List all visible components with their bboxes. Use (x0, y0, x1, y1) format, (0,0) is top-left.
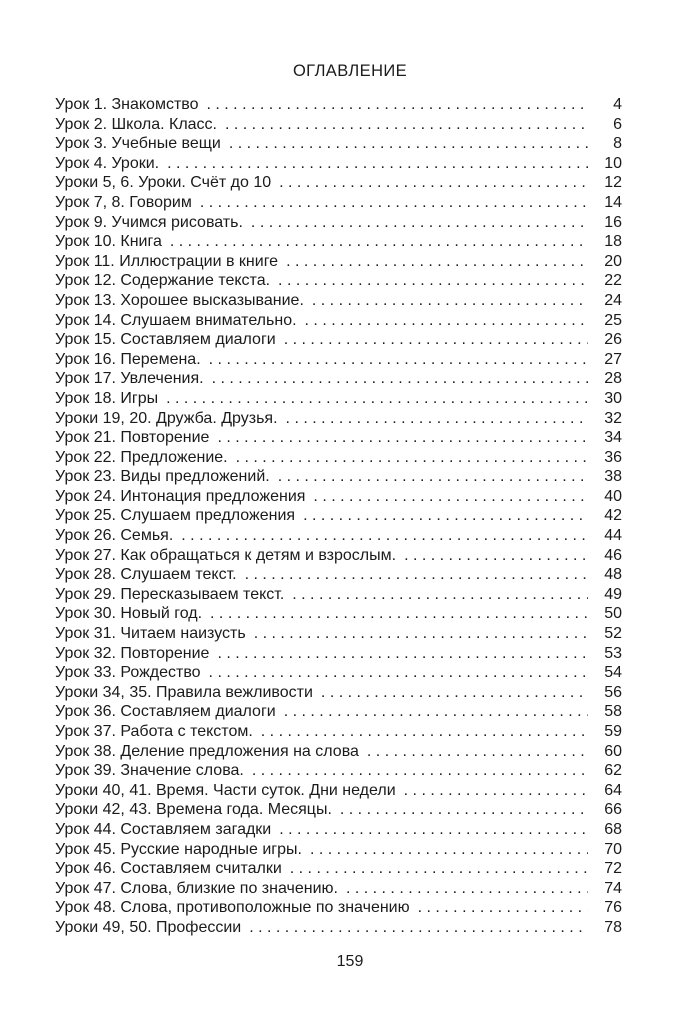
toc-entry-label: Уроки 5, 6. Уроки. Счёт до 10 (55, 174, 272, 192)
toc-entry-label: Урок 2. Школа. Класс. (55, 115, 217, 133)
dot-leader (292, 585, 588, 605)
toc-entry-page: 30 (604, 389, 622, 407)
toc-entry-page: 28 (604, 370, 622, 388)
toc-entry-page: 76 (604, 899, 622, 917)
toc-entry (55, 291, 622, 311)
dot-leader (225, 115, 588, 135)
toc-entry-page: 50 (604, 605, 622, 623)
dot-leader (261, 722, 588, 742)
dot-leader (278, 467, 588, 487)
toc-entry-page: 58 (604, 703, 622, 721)
dot-leader (340, 800, 588, 820)
toc-entry-page: 24 (604, 291, 622, 309)
toc-entry-page: 56 (604, 683, 622, 701)
dot-leader (210, 604, 588, 624)
toc-entry-page: 25 (604, 311, 622, 329)
toc-entry (55, 173, 622, 193)
toc-entry (55, 546, 622, 566)
dot-leader (404, 781, 588, 801)
dot-leader (252, 761, 588, 781)
toc-entry (55, 644, 622, 664)
toc-entry (55, 624, 622, 644)
toc-entry-page: 60 (604, 742, 622, 760)
toc-entry (55, 604, 622, 624)
dot-leader (278, 271, 588, 291)
toc-entry-page: 40 (604, 487, 622, 505)
toc-entry (55, 683, 622, 703)
dot-leader (207, 95, 589, 115)
toc-entry-label: Урок 31. Читаем наизусть (55, 625, 246, 643)
toc-entry-label: Уроки 19, 20. Дружба. Друзья. (55, 409, 278, 427)
page-title: ОГЛАВЛЕНИЕ (292, 62, 408, 80)
toc-entry (55, 311, 622, 331)
dot-leader (209, 350, 588, 370)
toc-entry (55, 389, 622, 409)
dot-leader (245, 565, 588, 585)
toc-entry-label: Урок 1. Знакомство (55, 96, 199, 113)
toc-entry-page: 42 (604, 507, 622, 525)
toc-entry-page: 12 (604, 174, 622, 192)
dot-leader (367, 742, 588, 762)
dot-leader (251, 213, 588, 233)
toc-entry (55, 271, 622, 291)
toc-entry-page: 46 (604, 546, 622, 564)
toc-entry-page: 18 (604, 233, 622, 251)
toc-entry (55, 840, 622, 860)
dot-leader (290, 859, 588, 879)
dot-leader (313, 487, 588, 507)
dot-leader (170, 232, 588, 252)
toc-entry-page: 68 (604, 820, 622, 838)
toc-entry-page: 62 (604, 762, 622, 780)
dot-leader (346, 879, 588, 899)
toc-entry-page: 72 (604, 860, 622, 878)
toc-entry (55, 663, 622, 683)
toc-entry-page: 38 (604, 468, 622, 486)
toc-entry (55, 330, 622, 350)
toc-entry-page: 78 (604, 918, 622, 936)
toc-entry-label: Урок 9. Учимся рисовать. (55, 213, 243, 231)
toc-entry-page: 59 (604, 723, 622, 740)
toc-entry (55, 702, 622, 722)
toc-entry (55, 487, 622, 507)
dot-leader (284, 702, 588, 722)
toc-entry (55, 428, 622, 448)
toc-entry-label: Урок 36. Составляем диалоги (55, 703, 276, 721)
dot-leader (279, 173, 588, 193)
toc-entry-page: 52 (604, 625, 622, 643)
toc-entry-label: Уроки 34, 35. Правила вежливости (55, 683, 313, 701)
page-number: 159 (336, 952, 364, 970)
toc-entry-page: 44 (604, 527, 622, 545)
dot-leader (404, 546, 588, 566)
toc-entry (55, 761, 622, 781)
toc-entry (55, 448, 622, 468)
toc-entry-label: Уроки 42, 43. Времена года. Месяцы. (55, 801, 332, 819)
dot-leader (181, 526, 588, 546)
toc-entry-label: Урок 21. Повторение (55, 429, 210, 447)
toc-entry (55, 350, 622, 370)
toc-entry-label: Урок 17. Увлечения. (55, 370, 204, 388)
toc-entry (55, 134, 622, 154)
toc-entry (55, 879, 622, 899)
dot-leader (229, 134, 588, 154)
dot-leader (286, 252, 588, 272)
toc-entry-label: Урок 10. Книга (55, 233, 162, 251)
dot-leader (166, 389, 588, 409)
toc-entry-label: Урок 18. Игры (55, 389, 159, 407)
toc-entry-label: Урок 11. Иллюстрации в книге (55, 252, 279, 270)
toc-entry (55, 859, 622, 879)
dot-leader (312, 291, 588, 311)
toc-entry (55, 369, 622, 389)
toc-entry-page: 8 (613, 135, 622, 153)
toc-entry-label: Урок 23. Виды предложений. (55, 468, 270, 486)
toc-entry-label: Урок 37. Работа с текстом. (55, 723, 253, 740)
toc-entry-label: Урок 47. Слова, близкие по значению. (55, 879, 338, 897)
toc-entry-page: 16 (604, 213, 622, 231)
toc-entry (55, 252, 622, 272)
dot-leader (310, 840, 588, 860)
toc-entry-page: 10 (604, 154, 622, 172)
toc-entry-label: Урок 29. Пересказываем текст. (55, 585, 285, 603)
dot-leader (284, 330, 588, 350)
toc-entry-label: Урок 39. Значение слова. (55, 762, 244, 780)
toc-entry (55, 409, 622, 429)
toc-entry-page: 34 (604, 429, 622, 447)
toc-entry-page: 4 (613, 96, 622, 113)
toc-entry-page: 66 (604, 801, 622, 819)
toc-entry (55, 154, 622, 174)
toc-entry-label: Урок 24. Интонация предложения (55, 487, 306, 505)
toc-entry (55, 800, 622, 820)
toc-entry-page: 14 (604, 193, 622, 211)
dot-leader (303, 506, 588, 526)
dot-leader (321, 683, 588, 703)
toc-entry-page: 49 (604, 585, 622, 603)
toc-entry (55, 820, 622, 840)
dot-leader (167, 154, 588, 174)
toc-entry-label: Урок 44. Составляем загадки (55, 820, 272, 838)
dot-leader (286, 409, 588, 429)
toc-entry-page: 32 (604, 409, 622, 427)
toc-entry-label: Урок 48. Слова, противоположные по значению (55, 899, 410, 917)
toc-entry-label: Урок 22. Предложение. (55, 448, 228, 466)
toc-entry-page: 22 (604, 272, 622, 290)
toc-entry (55, 193, 622, 213)
toc-entry-label: Урок 38. Деление предложения на слова (55, 742, 359, 760)
toc-entry-page: 53 (604, 644, 622, 662)
toc-entry (55, 95, 622, 115)
toc-entry-label: Урок 16. Перемена. (55, 350, 201, 368)
toc-entry-label: Урок 3. Учебные вещи (55, 135, 221, 153)
toc-entry (55, 467, 622, 487)
toc-entry-page: 70 (604, 840, 622, 858)
dot-leader (254, 624, 588, 644)
toc-entry (55, 585, 622, 605)
toc-entry-label: Урок 33. Рождество (55, 664, 201, 682)
dot-leader (279, 820, 588, 840)
dot-leader (249, 918, 588, 938)
toc-entry (55, 918, 622, 938)
toc-entry-page: 26 (604, 331, 622, 349)
dot-leader (200, 193, 588, 213)
toc-entry (55, 213, 622, 233)
toc-entry-page: 27 (604, 350, 622, 368)
toc-entry-label: Урок 45. Русские народные игры. (55, 840, 302, 858)
toc-entry-label: Урок 27. Как обращаться к детям и взрослым. (55, 546, 397, 564)
toc-entry (55, 722, 622, 742)
toc-entry-label: Урок 4. Уроки. (55, 154, 160, 172)
toc-entry (55, 506, 622, 526)
toc-entry (55, 115, 622, 135)
dot-leader (418, 898, 588, 918)
toc-entry-page: 54 (604, 664, 622, 682)
dot-leader (217, 644, 588, 664)
toc-entry-label: Урок 28. Слушаем текст. (55, 566, 237, 584)
toc-entry-label: Урок 30. Новый год. (55, 605, 203, 623)
toc-entry-label: Урок 15. Составляем диалоги (55, 331, 276, 349)
toc-entry (55, 781, 622, 801)
toc-entry-label: Урок 46. Составляем считалки (55, 860, 282, 878)
toc-list (55, 95, 622, 938)
toc-entry-page: 20 (604, 252, 622, 270)
dot-leader (217, 428, 588, 448)
toc-entry-label: Урок 7, 8. Говорим (55, 193, 192, 211)
toc-entry-label: Урок 13. Хорошее высказывание. (55, 291, 304, 309)
toc-entry-page: 36 (604, 448, 622, 466)
toc-entry-page: 74 (604, 879, 622, 897)
toc-entry-label: Уроки 49, 50. Профессии (55, 918, 242, 936)
toc-entry-label: Урок 26. Семья. (55, 527, 174, 545)
toc-entry-label: Уроки 40, 41. Время. Части суток. Дни недели (55, 781, 396, 799)
toc-entry-label: Урок 32. Повторение (55, 644, 210, 662)
toc-entry (55, 742, 622, 762)
dot-leader (236, 448, 588, 468)
toc-entry (55, 898, 622, 918)
toc-entry-page: 6 (613, 115, 622, 133)
toc-entry-label: Урок 12. Содержание текста. (55, 272, 271, 290)
dot-leader (305, 311, 588, 331)
toc-entry (55, 232, 622, 252)
toc-entry-page: 48 (604, 566, 622, 584)
dot-leader (212, 369, 588, 389)
toc-entry-page: 64 (604, 781, 622, 799)
dot-leader (209, 663, 588, 683)
toc-entry-label: Урок 14. Слушаем внимательно. (55, 311, 297, 329)
toc-entry (55, 526, 622, 546)
toc-entry-label: Урок 25. Слушаем предложения (55, 507, 296, 525)
toc-entry (55, 565, 622, 585)
